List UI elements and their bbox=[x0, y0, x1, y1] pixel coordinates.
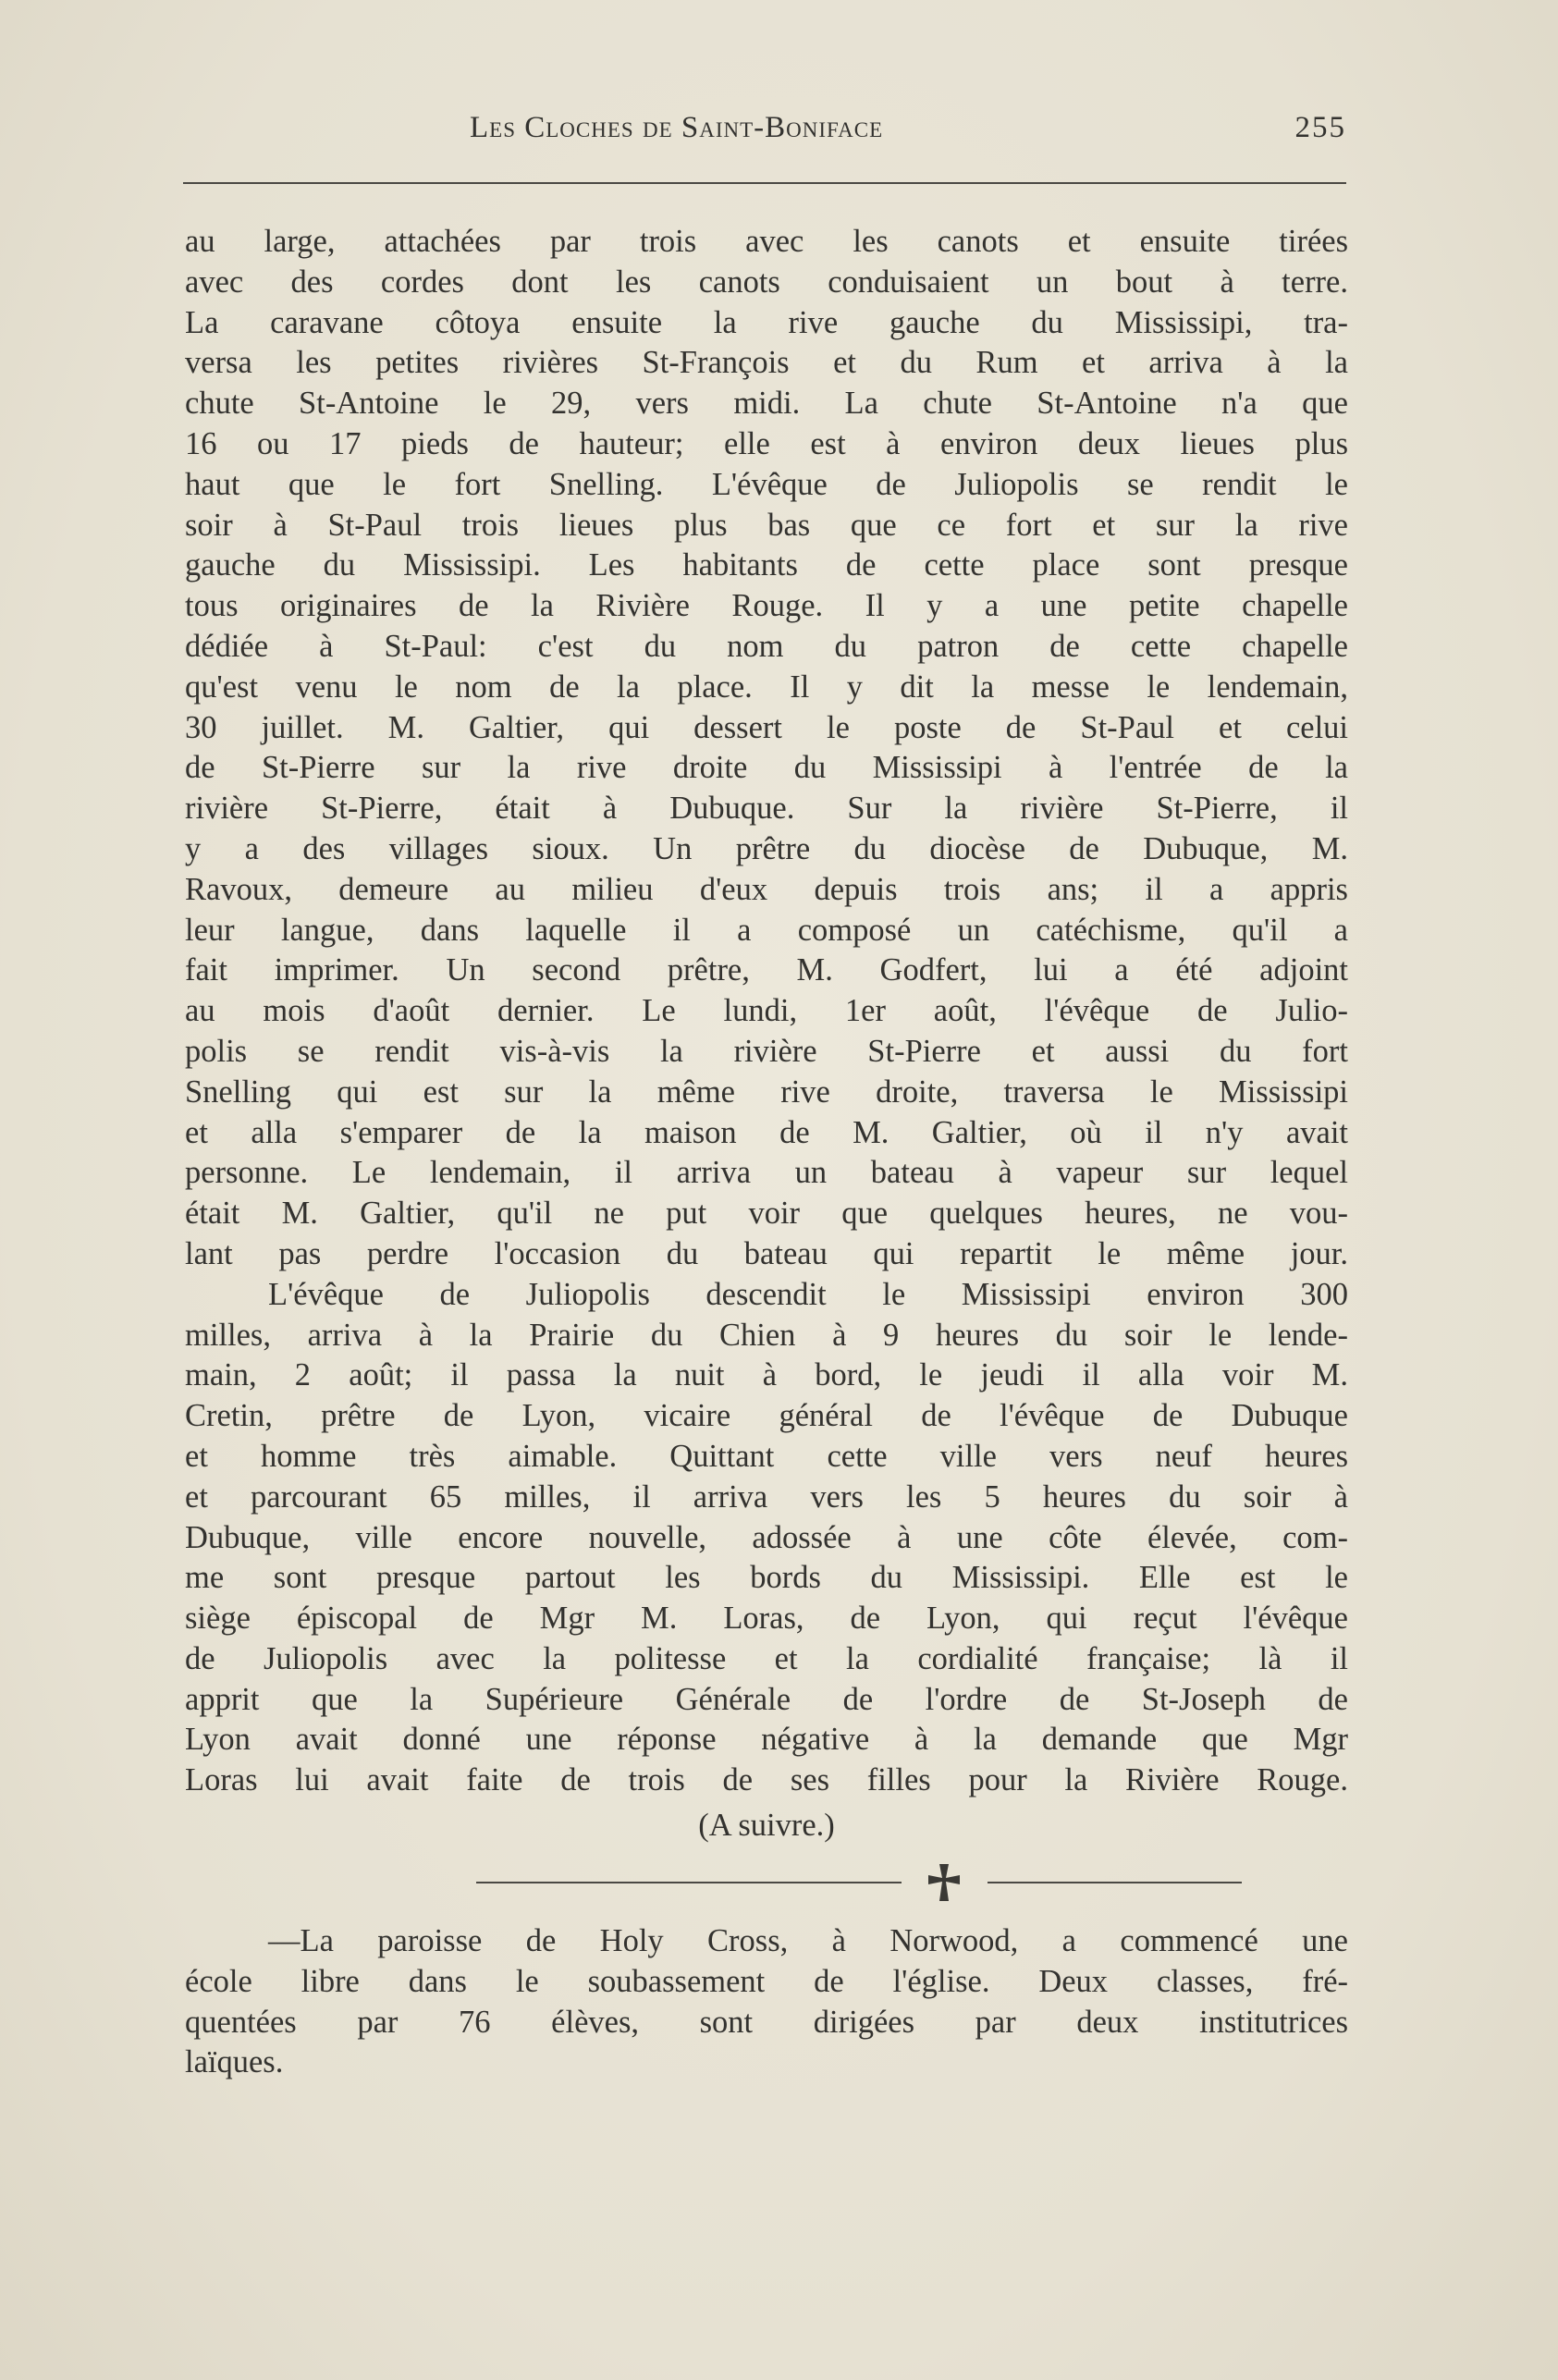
text-line: leur langue, dans laquelle il a composé un catéchisme, qu'il a bbox=[185, 912, 1348, 948]
parish-note bbox=[185, 1921, 1348, 2083]
text-line: école libre dans le soubassement de l'église. Deux classes, fré- bbox=[185, 1963, 1348, 1999]
text-line: qu'est venu le nom de la place. Il y dit la messe le lendemain, bbox=[185, 669, 1348, 705]
text-line: siège épiscopal de Mgr M. Loras, de Lyon, qui reçut l'évêque bbox=[185, 1601, 1348, 1637]
text-line: Dubuque, ville encore nouvelle, adossée à une côte élevée, com- bbox=[185, 1519, 1348, 1555]
header-rule bbox=[183, 182, 1346, 184]
text-line: quentées par 76 élèves, sont dirigées par deux institutrices bbox=[185, 2004, 1348, 2040]
text-line: Loras lui avait faite de trois de ses filles pour la Rivière Rouge. bbox=[185, 1762, 1348, 1798]
text-line: haut que le fort Snelling. L'évêque de Juliopolis se rendit le bbox=[185, 466, 1348, 502]
text-line: fait imprimer. Un second prêtre, M. Godfert, lui a été adjoint bbox=[185, 952, 1348, 988]
text-line: et homme très aimable. Quittant cette ville vers neuf heures bbox=[185, 1438, 1348, 1474]
text-line: milles, arriva à la Prairie du Chien à 9 heures du soir le lende- bbox=[185, 1317, 1348, 1353]
text-line: La caravane côtoya ensuite la rive gauche du Mississipi, tra- bbox=[185, 304, 1348, 340]
text-line: apprit que la Supérieure Générale de l'ordre de St-Joseph de bbox=[185, 1681, 1348, 1717]
running-title: Les Cloches de Saint-Boniface bbox=[470, 111, 884, 144]
text-line: 30 juillet. M. Galtier, qui dessert le poste de St-Paul et celui bbox=[185, 709, 1348, 745]
text-line: et alla s'emparer de la maison de M. Galtier, où il n'y avait bbox=[185, 1114, 1348, 1150]
text-line: de Juliopolis avec la politesse et la cordialité française; là il bbox=[185, 1640, 1348, 1676]
text-line: au mois d'août dernier. Le lundi, 1er août, l'évêque de Julio- bbox=[185, 993, 1348, 1029]
text-line: Snelling qui est sur la même rive droite, traversa le Mississipi bbox=[185, 1073, 1348, 1110]
text-line: me sont presque partout les bords du Mississipi. Elle est le bbox=[185, 1560, 1348, 1596]
text-line: gauche du Mississipi. Les habitants de cette place sont presque bbox=[185, 547, 1348, 583]
text-line: laïques. bbox=[185, 2044, 284, 2080]
section-divider bbox=[185, 1849, 1348, 1914]
text-line: au large, attachées par trois avec les canots et ensuite tirées bbox=[185, 224, 1348, 259]
to-be-continued: (A suivre.) bbox=[698, 1808, 835, 1844]
text-line: L'évêque de Juliopolis descendit le Mississipi environ 300 bbox=[268, 1276, 1348, 1312]
paragraph-2 bbox=[185, 1275, 1348, 1801]
paragraph-1 bbox=[185, 222, 1348, 1275]
text-line: et parcourant 65 milles, il arriva vers les 5 heures du soir à bbox=[185, 1478, 1348, 1515]
divider-rule-left bbox=[476, 1882, 902, 1883]
page-body bbox=[185, 222, 1348, 2083]
text-line: 16 ou 17 pieds de hauteur; elle est à environ deux lieues plus bbox=[185, 425, 1348, 461]
text-line: de St-Pierre sur la rive droite du Mississipi à l'entrée de la bbox=[185, 750, 1348, 786]
text-line: chute St-Antoine le 29, vers midi. La chute St-Antoine n'a que bbox=[185, 386, 1348, 422]
divider-rule-right bbox=[988, 1882, 1242, 1883]
text-line: polis se rendit vis-à-vis la rivière St-Pierre et aussi du fort bbox=[185, 1033, 1348, 1069]
page-header bbox=[183, 105, 1346, 161]
text-line: main, 2 août; il passa la nuit à bord, le jeudi il alla voir M. bbox=[185, 1357, 1348, 1393]
text-line: personne. Le lendemain, il arriva un bateau à vapeur sur lequel bbox=[185, 1155, 1348, 1191]
page-number: 255 bbox=[1294, 111, 1346, 144]
text-line: Ravoux, demeure au milieu d'eux depuis trois ans; il a appris bbox=[185, 871, 1348, 907]
text-line: versa les petites rivières St-François et du Rum et arriva à la bbox=[185, 345, 1348, 381]
text-line: tous originaires de la Rivière Rouge. Il y a une petite chapelle bbox=[185, 588, 1348, 624]
text-line: était M. Galtier, qu'il ne put voir que quelques heures, ne vou- bbox=[185, 1196, 1348, 1232]
text-line: Cretin, prêtre de Lyon, vicaire général de l'évêque de Dubuque bbox=[185, 1398, 1348, 1434]
cross-patee-icon bbox=[923, 1862, 965, 1903]
text-line: dédiée à St-Paul: c'est du nom du patron de cette chapelle bbox=[185, 628, 1348, 664]
text-line: rivière St-Pierre, était à Dubuque. Sur la rivière St-Pierre, il bbox=[185, 791, 1348, 827]
text-line: —La paroisse de Holy Cross, à Norwood, a commencé une bbox=[268, 1923, 1348, 1959]
text-line: soir à St-Paul trois lieues plus bas que ce fort et sur la rive bbox=[185, 507, 1348, 543]
text-line: Lyon avait donné une réponse négative à la demande que Mgr bbox=[185, 1722, 1348, 1758]
text-line: avec des cordes dont les canots conduisaient un bout à terre. bbox=[185, 264, 1348, 300]
text-line: y a des villages sioux. Un prêtre du diocèse de Dubuque, M. bbox=[185, 830, 1348, 866]
text-line: lant pas perdre l'occasion du bateau qui repartit le même jour. bbox=[185, 1235, 1348, 1271]
